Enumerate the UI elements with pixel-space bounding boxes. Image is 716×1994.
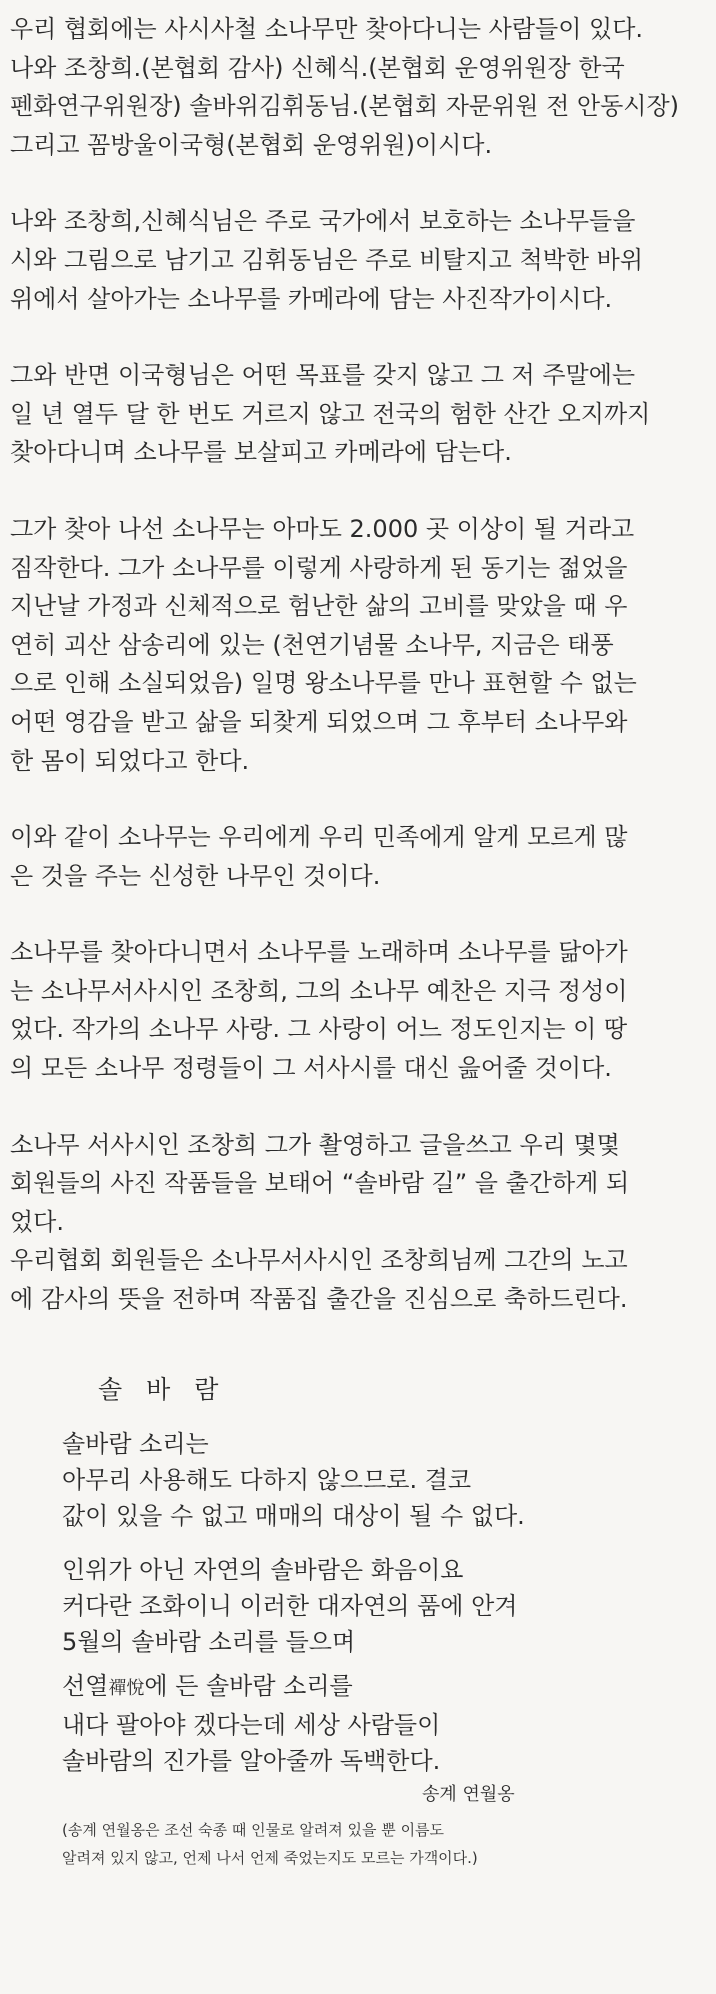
poem-stanza-2 bbox=[62, 1552, 682, 1660]
essay-line: 한 몸이 되었다고 한다. bbox=[10, 746, 250, 775]
essay-line: 펜화연구위원장) 솔바위김휘동님.(본협회 자문위원 전 안동시장) bbox=[10, 92, 680, 121]
essay-line: 으로 인해 소실되었음) 일명 왕소나무를 만나 표현할 수 없는 bbox=[10, 669, 637, 698]
footnote-line: 알려져 있지 않고, 언제 나서 언제 죽었는지도 모르는 가객이다.) bbox=[62, 1849, 478, 1867]
essay-line: 소나무 서사시인 조창희 그가 촬영하고 글을쓰고 우리 몇몇 bbox=[10, 1130, 620, 1159]
essay-line: 나와 조창희,신혜식님은 주로 국가에서 보호하는 소나무들을 bbox=[10, 207, 636, 236]
essay-line: 위에서 살아가는 소나무를 카메라에 담는 사진작가이시다. bbox=[10, 284, 613, 313]
poem-title: 솔 바 람 bbox=[98, 1375, 227, 1404]
essay-line: 소나무를 찾아다니면서 소나무를 노래하며 소나무를 닮아가 bbox=[10, 938, 628, 967]
essay-paragraph-5 bbox=[10, 818, 700, 895]
essay-line: 시와 그림으로 남기고 김휘동님은 주로 비탈지고 척박한 바위 bbox=[10, 245, 644, 274]
footnote-line: (송계 연월옹은 조선 숙종 때 인물로 알려져 있을 뿐 이름도 bbox=[62, 1821, 445, 1839]
poem-author: 송계 연월옹 bbox=[422, 1784, 515, 1805]
essay-paragraph-6 bbox=[10, 933, 700, 1087]
essay-line: 에 감사의 뜻을 전하며 작품집 출간을 진심으로 축하드린다. bbox=[10, 1285, 628, 1314]
poem-line: 커다란 조화이니 이러한 대자연의 품에 안겨 bbox=[62, 1592, 518, 1620]
essay-line: 나와 조창희.(본협회 감사) 신혜식.(본협회 운영위원장 한국 bbox=[10, 53, 625, 82]
poem-line-start: 선열 bbox=[62, 1672, 109, 1700]
essay-line: 의 모든 소나무 정령들이 그 서사시를 대신 읊어줄 것이다. bbox=[10, 1054, 612, 1083]
essay-paragraph-2 bbox=[10, 202, 700, 318]
poem-line: 솔바람의 진가를 알아줄까 독백한다. bbox=[62, 1747, 441, 1775]
essay-line: 었다. 작가의 소나무 사랑. 그 사랑이 어느 정도인지는 이 땅 bbox=[10, 1015, 628, 1044]
poem-line: 내다 팔아야 겠다는데 세상 사람들이 bbox=[62, 1711, 441, 1739]
poem-line: 솔바람 소리는 bbox=[62, 1430, 209, 1458]
essay-line: 우리협회 회원들은 소나무서사시인 조창희님께 그간의 노고 bbox=[10, 1246, 628, 1275]
essay-paragraph-1 bbox=[10, 10, 700, 164]
essay-line: 그와 반면 이국형님은 어떤 목표를 갖지 않고 그 저 주말에는 bbox=[10, 361, 636, 390]
essay-paragraph-4 bbox=[10, 510, 700, 780]
essay-line: 어떤 영감을 받고 삶을 되찾게 되었으며 그 후부터 소나무와 bbox=[10, 707, 628, 736]
essay-line: 회원들의 사진 작품들을 보태어 “솔바람 길” 을 출간하게 되 bbox=[10, 1169, 630, 1198]
essay-line: 찾아다니며 소나무를 보살피고 카메라에 담는다. bbox=[10, 438, 512, 467]
poem-line: 인위가 아닌 자연의 솔바람은 화음이요 bbox=[62, 1556, 464, 1584]
poem-stanza-1 bbox=[62, 1426, 682, 1534]
essay-line: 우리 협회에는 사시사철 소나무만 찾아다니는 사람들이 있다. bbox=[10, 15, 644, 43]
essay-paragraph-3 bbox=[10, 356, 700, 472]
poem-line: 아무리 사용해도 다하지 않으므로. 결코 bbox=[62, 1466, 472, 1494]
essay-line: 은 것을 주는 신성한 나무인 것이다. bbox=[10, 861, 381, 890]
essay-line: 는 소나무서사시인 조창희, 그의 소나무 예찬은 지극 정성이 bbox=[10, 976, 628, 1005]
essay bbox=[10, 10, 700, 1319]
essay-line: 연히 괴산 삼송리에 있는 (천연기념물 소나무, 지금은 태풍 bbox=[10, 630, 614, 659]
essay-line: 었다. bbox=[10, 1207, 64, 1236]
poem-line: 값이 있을 수 없고 매매의 대상이 될 수 없다. bbox=[62, 1502, 525, 1530]
essay-line: 지난날 가정과 신체적으로 험난한 삶의 고비를 맞았을 때 우 bbox=[10, 592, 628, 621]
poem-line-rest: 에 든 솔바람 소리를 bbox=[144, 1672, 353, 1700]
poem-line bbox=[62, 1668, 682, 1707]
poem-stanza-3 bbox=[62, 1668, 682, 1779]
essay-line: 짐작한다. 그가 소나무를 이렇게 사랑하게 된 동기는 젊었을 bbox=[10, 553, 628, 582]
essay-paragraph-7 bbox=[10, 1126, 700, 1319]
footnote bbox=[62, 1816, 662, 1872]
hanja-word: 禪悅 bbox=[108, 1678, 145, 1699]
essay-line: 그리고 꼼방울이국형(본협회 운영위원)이시다. bbox=[10, 130, 493, 159]
essay-line: 이와 같이 소나무는 우리에게 우리 민족에게 알게 모르게 많 bbox=[10, 823, 628, 852]
essay-line: 그가 찾아 나선 소나무는 아마도 2.000 곳 이상이 될 거라고 bbox=[10, 514, 635, 543]
poem-line: 5월의 솔바람 소리를 들으며 bbox=[62, 1628, 356, 1656]
essay-line: 일 년 열두 달 한 번도 거르지 않고 전국의 험한 산간 오지까지 bbox=[10, 399, 651, 428]
